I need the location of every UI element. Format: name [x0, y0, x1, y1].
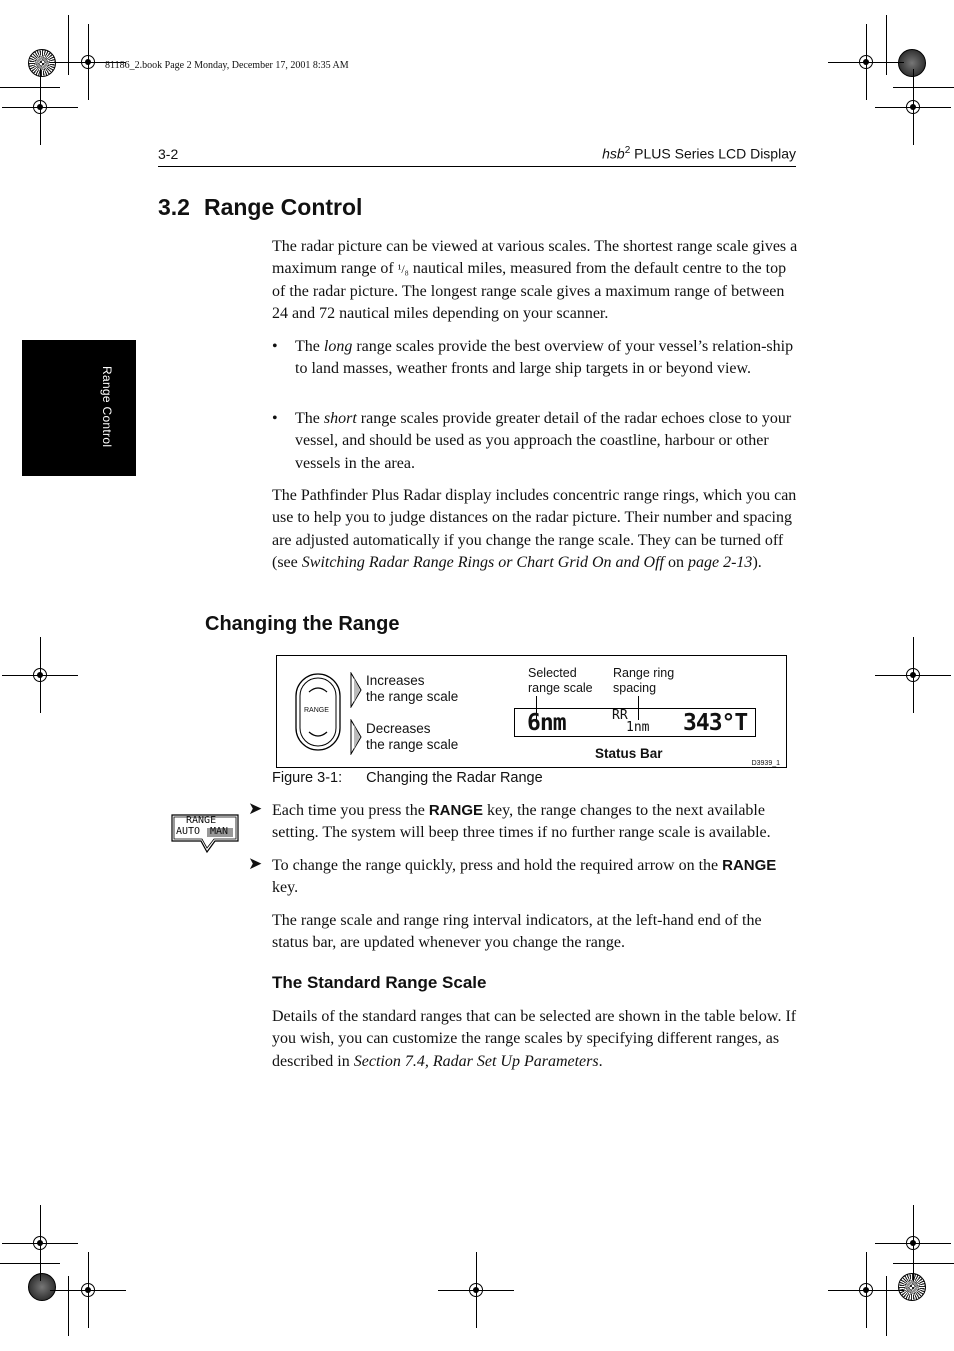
status-bar: [514, 708, 756, 737]
side-tab-label: Range Control: [100, 366, 114, 448]
registration-mark-top-right: [898, 49, 926, 77]
intro-text-2: nautical miles, measured from the default centre to the top of the radar picture. The longest range scale gives a maximum range of between 24 and 72 nautical miles depending on your scanner.: [272, 260, 787, 322]
status-bar-label: Status Bar: [595, 746, 663, 761]
changing-range-heading: Changing the Range: [205, 613, 400, 635]
section-heading: [158, 194, 362, 221]
section-title: Range Control: [203, 194, 363, 220]
softkey-range-label: RANGE: [186, 815, 217, 826]
decrease-pointer: [349, 719, 363, 755]
trim-line: [893, 87, 954, 88]
step-arrow-icon: ➤: [248, 799, 263, 818]
registration-mark-bottom-left: [28, 1273, 56, 1301]
step-paragraph: To change the range quickly, press and hold the required arrow on the RANGE key.: [272, 857, 777, 897]
figure-caption: [272, 770, 543, 786]
cross-reference[interactable]: Section 7.4, Radar Set Up Parameters: [353, 1052, 599, 1070]
cross-reference[interactable]: Switching Radar Range Rings or Chart Grid On and Off: [301, 553, 664, 571]
running-title-product: hsb: [602, 145, 625, 162]
intro-text-1: The radar picture can be viewed at various scales. The shortest range scale gives a maximum range of: [272, 238, 798, 278]
range-key-name: RANGE: [722, 857, 777, 874]
running-title-superscript: 2: [624, 145, 631, 156]
bullet-dot: •: [272, 338, 278, 355]
trim-line: [68, 1276, 69, 1336]
range-rings-paragraph: The Pathfinder Plus Radar display includes concentric range rings, which you can use to help you to judge distances on the radar picture. Their number and spacing are adjusted automatically if you change the range scale. They can be turned off (see Switching Radar Range Rings or Chart Grid On and Off on page 2-13).: [272, 487, 797, 571]
trim-line: [68, 15, 69, 75]
chapter-side-tab: [22, 340, 136, 476]
intro-paragraph: [272, 236, 798, 325]
bullet-dot: •: [272, 410, 278, 427]
standard-range-paragraph: Details of the standard ranges that can be selected are shown in the table below. If you wish, you can customize the range scales by specifying different ranges, as described in Section 7.4, Radar Set Up Parameters.: [272, 1008, 797, 1070]
status-rr-label: RR: [612, 708, 628, 723]
status-heading-value: 343°T: [683, 710, 748, 736]
page-reference[interactable]: page 2-13: [688, 553, 753, 571]
increases-label: Increases the range scale: [366, 673, 459, 704]
softkey-auto-label: AUTO: [176, 826, 201, 837]
trim-line: [893, 1263, 954, 1264]
range-key-name: RANGE: [428, 802, 484, 819]
increase-pointer: [349, 672, 363, 708]
figure-caption-number: Figure 3-1:: [272, 770, 343, 786]
bullet-item: [272, 408, 798, 476]
section-number: 3.2: [158, 194, 190, 220]
trim-line: [0, 87, 60, 88]
selected-range-label: Selected range scale: [528, 666, 593, 695]
step-paragraph: Each time you press the RANGE key, the range changes to the next available setting. The system will beep three times if no further range scale is available.: [272, 802, 771, 842]
registration-mark-top-left: [28, 49, 56, 77]
status-range-value: 6nm: [527, 710, 566, 736]
indicator-paragraph: The range scale and range ring interval indicators, at the left-hand end of the status bar, are updated whenever you change the range.: [272, 912, 762, 952]
figure-caption-text: Changing the Radar Range: [366, 770, 543, 786]
status-ring-value: 1nm: [626, 720, 650, 735]
bullet-text: The long range scales provide the best overview of your vessel’s relation-ship to land masses, weather fronts and large ship targets in or beyond view.: [295, 338, 794, 378]
bullet-item: [272, 336, 798, 404]
book-info-line: 81186_2.book Page 2 Monday, December 17, 2001 8:35 AM: [105, 60, 349, 71]
header-rule: [158, 166, 796, 167]
range-key-label: RANGE: [304, 707, 329, 714]
softkey-man-label: MAN: [210, 826, 229, 837]
trim-line: [886, 15, 887, 75]
trim-line: [886, 1276, 887, 1336]
intro-fraction: ¹/₈: [397, 262, 409, 277]
running-title-rest: PLUS Series LCD Display: [630, 145, 796, 162]
trim-line: [0, 1263, 60, 1264]
registration-mark-bottom-right: [898, 1273, 926, 1301]
decreases-label: Decreases the range scale: [366, 721, 459, 752]
bullet-text: The short range scales provide greater detail of the radar echoes close to your vessel, and should be used as you approach the coastline, harbour or other vessels in the area.: [295, 410, 792, 472]
figure-ref-code: D3939_1: [751, 760, 780, 767]
standard-range-heading: The Standard Range Scale: [272, 973, 487, 992]
running-title: [602, 145, 796, 162]
page-number: 3-2: [158, 146, 179, 162]
range-ring-label: Range ring spacing: [613, 666, 675, 695]
step-arrow-icon: ➤: [248, 854, 263, 873]
